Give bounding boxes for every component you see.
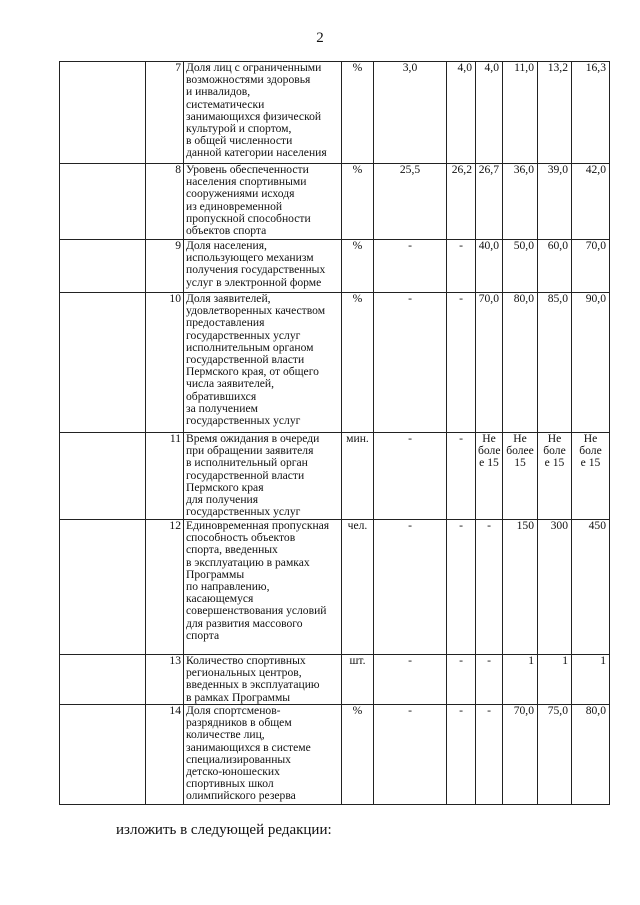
indicator-name	[184, 293, 342, 433]
empty-cell	[60, 293, 146, 433]
indicator-name-line: введенных в эксплуатацию	[186, 678, 320, 692]
unit-cell: %	[342, 164, 374, 240]
indicator-name-line: в исполнительный орган	[186, 456, 308, 470]
indicator-name-line: данной категории населения	[186, 146, 327, 160]
value-cell: -	[476, 520, 503, 655]
indicator-name-line: государственных услуг	[186, 328, 301, 342]
table-row	[60, 520, 610, 655]
indicator-name-line: олимпийского резерва	[186, 789, 296, 803]
indicator-name	[184, 520, 342, 655]
indicator-name-line: в общей численности	[186, 134, 293, 148]
value-cell: 4,0	[476, 62, 503, 164]
value-cell: 75,0	[538, 705, 572, 805]
indicators-table	[59, 61, 610, 805]
indicator-name-line: Уровень обеспеченности	[186, 163, 309, 176]
indicator-name-line: Доля лиц с ограниченными	[186, 61, 322, 74]
indicator-name-line: числа заявителей,	[186, 377, 274, 391]
value-cell: -	[374, 520, 447, 655]
indicator-name-line: государственной власти	[186, 353, 305, 367]
indicator-name-line: за получением	[186, 401, 258, 415]
table-row	[60, 433, 610, 520]
value-cell: 4,0	[447, 62, 476, 164]
unit-cell: мин.	[342, 433, 374, 520]
unit-cell: %	[342, 705, 374, 805]
indicator-name	[184, 62, 342, 164]
indicator-name-line: удовлетворенных качеством	[186, 304, 326, 318]
unit-cell: %	[342, 293, 374, 433]
row-number: 12	[146, 520, 184, 655]
empty-cell	[60, 240, 146, 293]
indicator-name-line: Доля населения,	[186, 239, 267, 252]
value-cell: 1	[538, 655, 572, 705]
indicator-name-line: региональных центров,	[186, 666, 302, 680]
indicator-name-line: из единовременной	[186, 199, 283, 213]
unit-cell: %	[342, 240, 374, 293]
indicator-name-line: спорта	[186, 628, 220, 642]
indicator-name-line: в эксплуатацию в рамках	[186, 555, 310, 569]
indicator-name-line: занимающихся физической	[186, 109, 322, 123]
empty-cell	[60, 433, 146, 520]
row-number: 13	[146, 655, 184, 705]
value-cell: 16,3	[572, 62, 610, 164]
value-cell: Не боле е 15	[572, 433, 610, 520]
value-cell: -	[374, 240, 447, 293]
table-row	[60, 293, 610, 433]
unit-cell: шт.	[342, 655, 374, 705]
indicator-name-line: услуг в электронной форме	[186, 275, 322, 289]
indicator-name-line: Единовременная пропускная	[186, 519, 330, 532]
value-cell: 25,5	[374, 164, 447, 240]
value-cell: 90,0	[572, 293, 610, 433]
value-cell: 60,0	[538, 240, 572, 293]
indicator-name-line: государственных услуг	[186, 414, 301, 428]
indicator-name-line: при обращении заявителя	[186, 444, 314, 458]
footer-text: изложить в следующей редакции:	[116, 822, 332, 838]
value-cell: -	[447, 655, 476, 705]
indicator-name-line: населения спортивными	[186, 175, 307, 189]
value-cell: 26,2	[447, 164, 476, 240]
value-cell: 1	[503, 655, 538, 705]
value-cell: 80,0	[503, 293, 538, 433]
indicator-name-line: Время ожидания в очереди	[186, 432, 320, 445]
value-cell: -	[374, 655, 447, 705]
indicator-name-line: Количество спортивных	[186, 654, 306, 667]
indicator-name-line: и инвалидов,	[186, 85, 251, 99]
value-cell: 26,7	[476, 164, 503, 240]
indicator-name-line: Доля спортсменов-	[186, 704, 281, 717]
value-cell: 1	[572, 655, 610, 705]
table-row	[60, 655, 610, 705]
value-cell: 50,0	[503, 240, 538, 293]
value-cell: Не боле е 15	[538, 433, 572, 520]
indicator-name-line: объектов спорта	[186, 224, 267, 238]
value-cell: Не более 15	[503, 433, 538, 520]
indicator-name-line: Программы	[186, 567, 245, 581]
indicator-name-line: в рамках Программы	[186, 690, 291, 704]
row-number: 7	[146, 62, 184, 164]
indicator-name-line: для получения	[186, 493, 259, 507]
value-cell: 150	[503, 520, 538, 655]
value-cell: 85,0	[538, 293, 572, 433]
indicator-name	[184, 655, 342, 705]
indicator-name-line: пропускной способности	[186, 211, 311, 225]
value-cell: 39,0	[538, 164, 572, 240]
indicator-name-line: государственной власти	[186, 468, 305, 482]
indicator-name-line: спорта, введенных	[186, 543, 278, 557]
value-cell: -	[476, 655, 503, 705]
indicator-name-line: специализированных	[186, 752, 291, 766]
indicator-name-line: Пермского края, от общего	[186, 365, 319, 379]
unit-cell: %	[342, 62, 374, 164]
row-number: 14	[146, 705, 184, 805]
indicator-name-line: получения государственных	[186, 263, 326, 277]
indicator-name-line: спортивных школ	[186, 777, 274, 791]
indicator-name-line: совершенствования условий	[186, 604, 327, 618]
value-cell: 450	[572, 520, 610, 655]
value-cell: 300	[538, 520, 572, 655]
indicator-name-line: детско-юношеских	[186, 765, 280, 779]
value-cell: 3,0	[374, 62, 447, 164]
empty-cell	[60, 164, 146, 240]
indicator-name-line: использующего механизм	[186, 251, 314, 265]
value-cell: 42,0	[572, 164, 610, 240]
value-cell: -	[447, 433, 476, 520]
row-number: 9	[146, 240, 184, 293]
indicator-name-line: по направлению,	[186, 580, 270, 594]
empty-cell	[60, 62, 146, 164]
value-cell: 40,0	[476, 240, 503, 293]
table-row	[60, 240, 610, 293]
value-cell: 36,0	[503, 164, 538, 240]
indicator-name	[184, 705, 342, 805]
indicator-name-line: разрядников в общем	[186, 716, 292, 730]
indicator-name-line: обратившихся	[186, 389, 257, 403]
indicator-name-line: Пермского края	[186, 480, 264, 494]
indicator-name-line: Доля заявителей,	[186, 292, 271, 305]
indicator-name-line: систематически	[186, 97, 265, 111]
indicator-name-line: предоставления	[186, 316, 265, 330]
value-cell: -	[447, 240, 476, 293]
row-number: 11	[146, 433, 184, 520]
indicator-name-line: для развития массового	[186, 616, 303, 630]
value-cell: Не боле е 15	[476, 433, 503, 520]
row-number: 10	[146, 293, 184, 433]
row-number: 8	[146, 164, 184, 240]
indicator-name	[184, 164, 342, 240]
value-cell: 70,0	[476, 293, 503, 433]
value-cell: 13,2	[538, 62, 572, 164]
indicator-name-line: занимающихся в системе	[186, 740, 311, 754]
value-cell: 70,0	[572, 240, 610, 293]
table-row	[60, 164, 610, 240]
value-cell: -	[476, 705, 503, 805]
indicator-name-line: сооружениями исходя	[186, 187, 295, 201]
table-row	[60, 705, 610, 805]
indicator-name-line: количестве лиц,	[186, 728, 265, 742]
value-cell: -	[447, 293, 476, 433]
indicator-name-line: исполнительным органом	[186, 340, 314, 354]
indicator-name-line: способность объектов	[186, 531, 296, 545]
value-cell: 70,0	[503, 705, 538, 805]
value-cell: 80,0	[572, 705, 610, 805]
value-cell: -	[447, 705, 476, 805]
indicator-name-line: государственных услуг	[186, 505, 301, 519]
value-cell: -	[447, 520, 476, 655]
indicator-name-line: касающемуся	[186, 592, 254, 606]
empty-cell	[60, 655, 146, 705]
value-cell: -	[374, 293, 447, 433]
indicator-name-line: возможностями здоровья	[186, 73, 311, 87]
indicator-name	[184, 433, 342, 520]
value-cell: -	[374, 705, 447, 805]
indicator-name	[184, 240, 342, 293]
page-number: 2	[316, 30, 324, 46]
table-row	[60, 62, 610, 164]
value-cell: -	[374, 433, 447, 520]
empty-cell	[60, 520, 146, 655]
indicator-name-line: культурой и спортом,	[186, 122, 292, 136]
unit-cell: чел.	[342, 520, 374, 655]
value-cell: 11,0	[503, 62, 538, 164]
empty-cell	[60, 705, 146, 805]
